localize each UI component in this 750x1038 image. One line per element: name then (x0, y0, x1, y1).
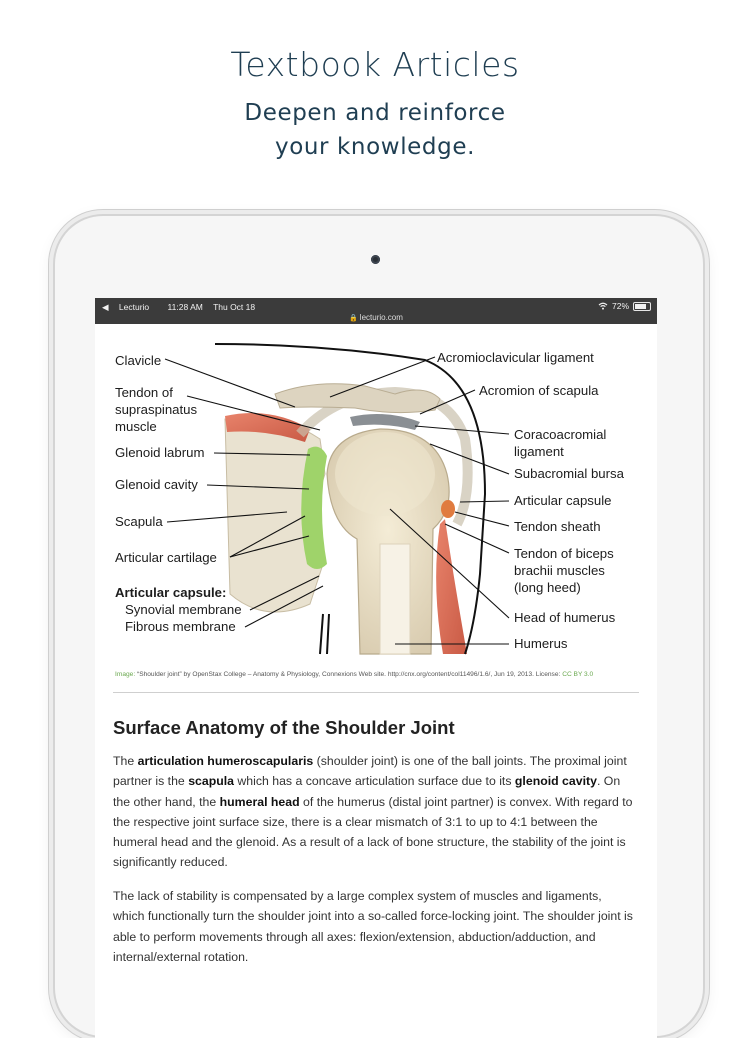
label-clavicle: Clavicle (115, 353, 162, 368)
label-coracoacromial-2: ligament (514, 444, 564, 459)
label-articular-capsule-right: Articular capsule (514, 493, 612, 508)
promo-title: Textbook Articles (230, 45, 520, 84)
label-glenoid-labrum: Glenoid labrum (115, 445, 205, 460)
label-tendon-sheath: Tendon sheath (514, 519, 601, 534)
label-acromioclavicular-ligament: Acromioclavicular ligament (437, 350, 594, 365)
caption-license-link[interactable]: CC BY 3.0 (562, 671, 594, 678)
label-scapula: Scapula (115, 514, 163, 529)
front-camera (371, 255, 380, 264)
address-bar[interactable] (95, 313, 657, 322)
url-text: lecturio.com (359, 313, 403, 322)
label-biceps-3: (long heed) (514, 580, 581, 595)
label-biceps-1: Tendon of biceps (514, 546, 614, 561)
promo-subtitle-line2: your knowledge. (274, 134, 475, 160)
label-fibrous-membrane: Fibrous membrane (125, 619, 236, 634)
caption-prefix: Image: (115, 671, 136, 678)
back-triangle-icon: ◀ (102, 302, 109, 312)
divider (113, 692, 639, 693)
label-biceps-2: brachii muscles (514, 563, 605, 578)
back-app-label: Lecturio (118, 302, 150, 312)
label-acromion-scapula: Acromion of scapula (479, 383, 599, 398)
label-humerus: Humerus (514, 636, 568, 651)
label-subacromial-bursa: Subacromial bursa (514, 466, 624, 481)
tablet-frame (55, 216, 703, 1036)
battery-icon (633, 302, 651, 311)
status-right (598, 301, 651, 311)
label-coracoacromial-1: Coracoacromial (514, 427, 607, 442)
promo-subtitle (0, 96, 750, 164)
label-glenoid-cavity: Glenoid cavity (115, 477, 198, 492)
image-caption (115, 671, 635, 678)
article-paragraph-1: The articulation humeroscapularis (shoulder joint) is one of the ball joints. The proximal joint partner is the scapula which has a concave articulation surface due to its glenoid cavity. On the other hand, the humeral head of the humerus (distal joint partner) is convex. With regard to the respective joint surface size, there is a clear mismatch of 3:1 to up to 4:1 between the humeral head and the glenoid. As a result of a lack of bone structure, the stability of the joint is significantly reduced. (113, 754, 633, 870)
label-head-humerus: Head of humerus (514, 610, 616, 625)
label-tendon-supraspinatus-2: supraspinatus (115, 402, 198, 417)
lock-icon: 🔒 (349, 315, 358, 322)
label-synovial-membrane: Synovial membrane (125, 602, 242, 617)
shoulder-joint-figure (95, 324, 657, 662)
wifi-icon (598, 302, 608, 310)
label-tendon-supraspinatus-1: Tendon of (115, 385, 173, 400)
label-articular-cartilage: Articular cartilage (115, 550, 217, 565)
caption-text: “Shoulder joint” by OpenStax College – Anatomy & Physiology, Connexions Web site. http://cnx.org/content/col11496/1.6/, Jun 19, 2013. License: (135, 671, 563, 678)
status-bar (95, 298, 657, 324)
battery-percent: 72% (611, 301, 629, 311)
label-articular-capsule-left: Articular capsule: (115, 585, 227, 600)
article-paragraph-2: The lack of stability is compensated by a large complex system of muscles and ligaments, which functionally turn the shoulder joint into a so-called force-locking joint. The shoulder joint is able to perform movements through all axes: flexion/extension, abduction/adduction, and internal/external rotation. (113, 889, 633, 964)
article-title: Surface Anatomy of the Shoulder Joint (113, 717, 455, 738)
status-left (102, 302, 263, 313)
back-to-app-button[interactable] (102, 302, 157, 312)
promo-subtitle-line1: Deepen and reinforce (244, 100, 506, 126)
label-tendon-supraspinatus-3: muscle (115, 419, 157, 434)
status-date: Thu Oct 18 (213, 302, 256, 312)
tablet-screen (95, 298, 657, 1038)
status-time: 11:28 AM (167, 302, 203, 312)
